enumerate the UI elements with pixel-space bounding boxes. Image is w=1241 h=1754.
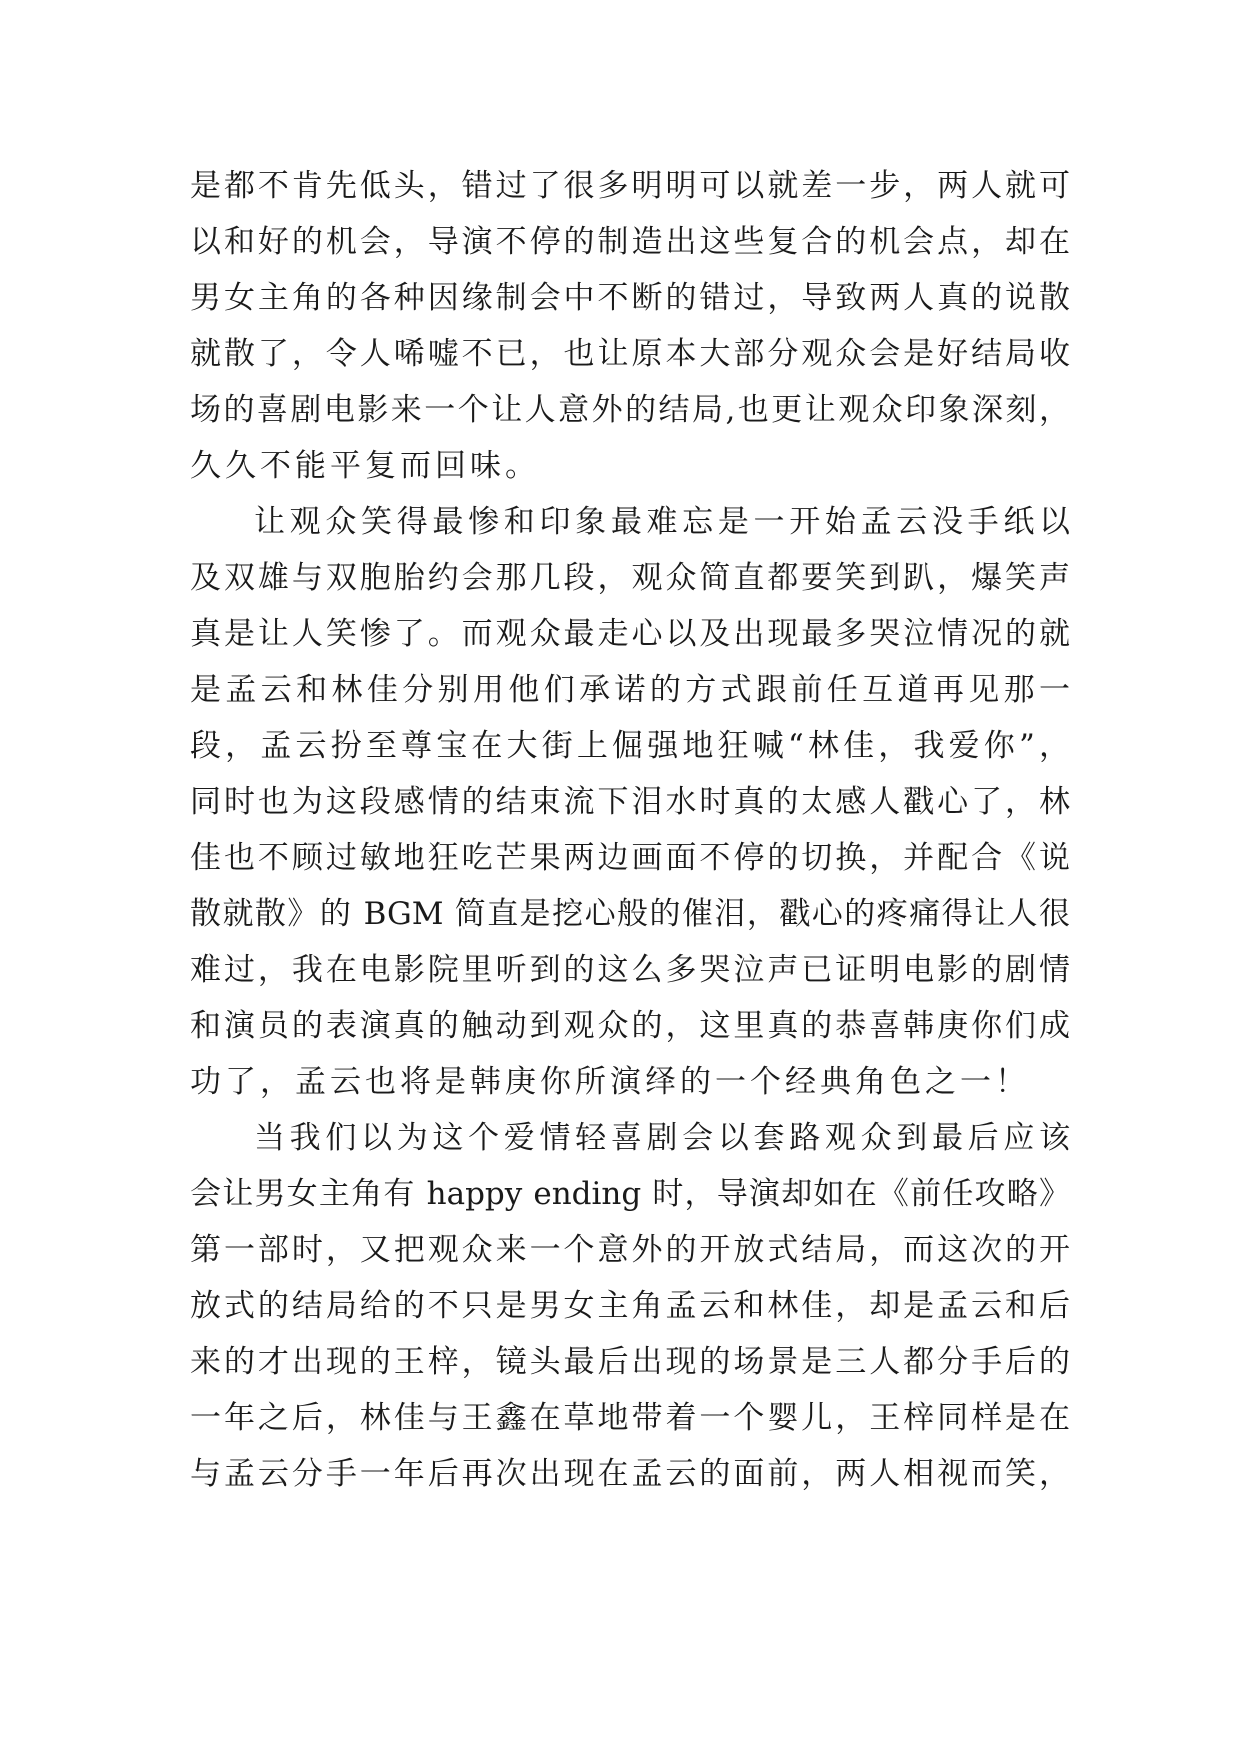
text-line: 会让男女主角有 happy ending 时，导演却如在《前任攻略》 (190, 1176, 1070, 1212)
text-line: 及双雄与双胞胎约会那几段，观众简直都要笑到趴，爆笑声 (190, 560, 1070, 596)
text-line: 佳也不顾过敏地狂吃芒果两边画面不停的切换，并配合《说 (190, 840, 1070, 876)
text-line: 放式的结局给的不只是男女主角孟云和林佳，却是孟云和后 (190, 1288, 1070, 1324)
text-line: 功了，孟云也将是韩庚你所演绎的一个经典角色之一！ (190, 1064, 1030, 1100)
text-line: 第一部时，又把观众来一个意外的开放式结局，而这次的开 (190, 1232, 1070, 1268)
text-line: 让观众笑得最惨和印象最难忘是一开始孟云没手纸以 (254, 504, 1070, 540)
text-line: 与孟云分手一年后再次出现在孟云的面前，两人相视而笑， (190, 1456, 1070, 1492)
text-line: 久久不能平复而回味。 (190, 448, 540, 484)
text-line: 一年之后，林佳与王鑫在草地带着一个婴儿，王梓同样是在 (190, 1400, 1070, 1436)
text-line: 同时也为这段感情的结束流下泪水时真的太感人戳心了，林 (190, 784, 1070, 820)
text-line: 难过，我在电影院里听到的这么多哭泣声已证明电影的剧情 (190, 952, 1070, 988)
text-line: 当我们以为这个爱情轻喜剧会以套路观众到最后应该 (254, 1120, 1070, 1156)
body-text (190, 158, 1070, 1502)
text-line: 场的喜剧电影来一个让人意外的结局,也更让观众印象深刻， (190, 392, 1070, 428)
text-line: 是孟云和林佳分别用他们承诺的方式跟前任互道再见那一 (190, 672, 1070, 708)
text-line: 和演员的表演真的触动到观众的，这里真的恭喜韩庚你们成 (190, 1008, 1070, 1044)
text-line: 男女主角的各种因缘制会中不断的错过，导致两人真的说散 (190, 280, 1070, 316)
text-line: 以和好的机会，导演不停的制造出这些复合的机会点，却在 (190, 224, 1070, 260)
text-line: 就散了，令人唏嘘不已，也让原本大部分观众会是好结局收 (190, 336, 1070, 372)
text-line: 散就散》的 BGM 简直是挖心般的催泪，戳心的疼痛得让人很 (190, 896, 1070, 932)
text-line: 真是让人笑惨了。而观众最走心以及出现最多哭泣情况的就 (190, 616, 1070, 652)
text-line: 是都不肯先低头，错过了很多明明可以就差一步，两人就可 (190, 168, 1070, 204)
text-line: 段，孟云扮至尊宝在大街上倔强地狂喊“林佳，我爱你”， (190, 728, 1070, 764)
text-line: 来的才出现的王梓，镜头最后出现的场景是三人都分手后的 (190, 1344, 1070, 1380)
